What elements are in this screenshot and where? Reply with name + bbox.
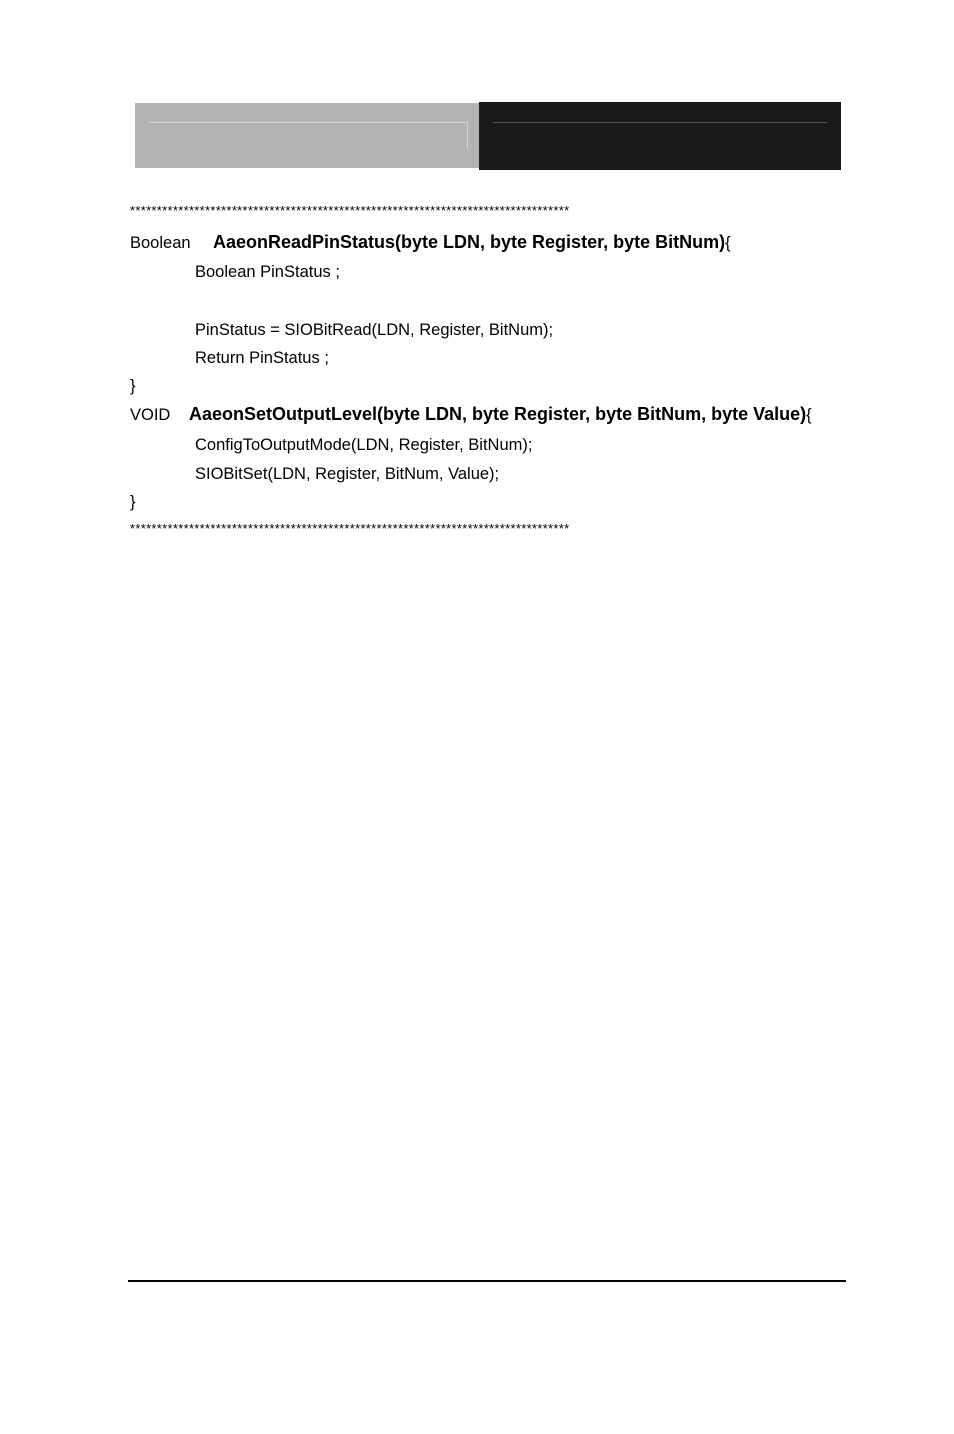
separator-stars-bottom: ********************************************************************************** bbox=[130, 521, 570, 536]
func2-body-line: ConfigToOutputMode(LDN, Register, BitNum); bbox=[195, 436, 533, 454]
func1-return-type: Boolean bbox=[130, 234, 191, 252]
func1-open-brace: { bbox=[725, 234, 731, 252]
func2-close-brace: } bbox=[130, 493, 136, 511]
func2-declaration bbox=[130, 404, 812, 425]
header-right-inner-rule bbox=[493, 122, 827, 123]
func2-signature: AaeonSetOutputLevel(byte LDN, byte Register, byte BitNum, byte Value) bbox=[189, 404, 807, 424]
func1-body-line: Return PinStatus ; bbox=[195, 349, 329, 367]
func2-open-brace: { bbox=[806, 406, 812, 424]
func1-body-line: PinStatus = SIOBitRead(LDN, Register, BitNum); bbox=[195, 321, 554, 339]
func1-close-brace: } bbox=[130, 377, 136, 395]
func1-signature: AaeonReadPinStatus(byte LDN, byte Register, byte BitNum) bbox=[213, 232, 726, 252]
func2-body-line: SIOBitSet(LDN, Register, BitNum, Value); bbox=[195, 465, 500, 483]
func1-body-line: Boolean PinStatus ; bbox=[195, 263, 340, 281]
header-left-inner-frame bbox=[149, 122, 468, 149]
header-banner-left bbox=[135, 103, 480, 168]
header-banner-right bbox=[479, 102, 841, 170]
separator-stars-top: ********************************************************************************** bbox=[130, 203, 570, 218]
footer-rule bbox=[128, 1280, 846, 1282]
func1-declaration bbox=[130, 232, 731, 253]
func2-return-type: VOID bbox=[130, 406, 171, 424]
